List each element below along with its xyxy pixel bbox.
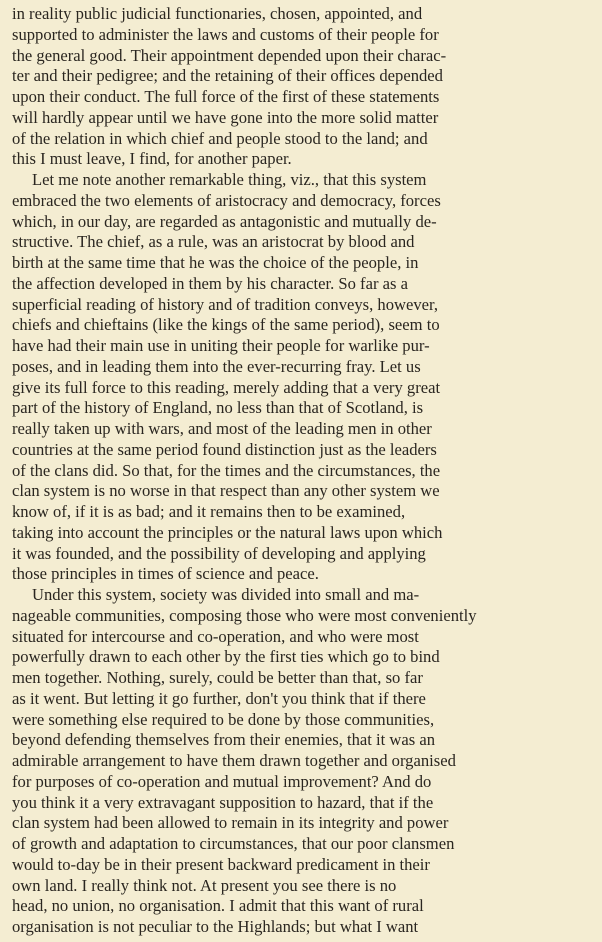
text-line: the affection developed in them by his character. So far as a <box>12 273 408 293</box>
text-line: give its full force to this reading, merely adding that a very great <box>12 377 441 397</box>
text-line: Under this system, society was divided into small and ma- <box>32 585 420 604</box>
text-line: chiefs and chieftains (like the kings of the same period), seem to <box>12 315 440 335</box>
text-line: would to-day be in their present backward predicament in their <box>12 854 430 874</box>
text-line: situated for intercourse and co-operation, and who were most <box>12 626 419 646</box>
text-line: men together. Nothing, surely, could be better than that, so far <box>12 668 423 687</box>
text-line: which, in our day, are regarded as antagonistic and mutually de- <box>12 211 437 231</box>
text-line: part of the history of England, no less than that of Scotland, is <box>12 398 424 418</box>
text-line: clan system is no worse in that respect than any other system we <box>12 481 440 501</box>
text-line: have had their main use in uniting their people for warlike pur- <box>12 336 430 355</box>
text-line: those principles in times of science and peace. <box>12 564 319 584</box>
text-line: countries at the same period found distinction just as the leaders <box>12 439 437 459</box>
text-line: organisation is not peculiar to the Highlands; but what I want <box>12 917 419 936</box>
text-line: know of, if it is as bad; and it remains then to be examined, <box>12 502 406 521</box>
text-line: poses, and in leading them into the ever-recurring fray. Let us <box>12 356 421 376</box>
text-line: own land. I really think not. At present you see there is no <box>12 875 397 895</box>
text-line: for purposes of co-operation and mutual improvement? And do <box>12 771 432 791</box>
text-line: of the relation in which chief and people stood to the land; and <box>12 128 428 148</box>
text-line: head, no union, no organisation. I admit that this want of rural <box>12 896 424 916</box>
text-line: of growth and adaptation to circumstances, that our poor clansmen <box>12 834 455 853</box>
text-line: beyond defending themselves from their enemies, that it was an <box>12 730 436 750</box>
text-line: you think it a very extravagant supposition to hazard, that if the <box>12 792 434 812</box>
text-line: of the clans did. So that, for the times and the circumstances, the <box>12 460 441 480</box>
text-line: birth at the same time that he was the choice of the people, in <box>12 253 419 272</box>
document-page <box>12 4 590 938</box>
text-line: clan system had been allowed to remain in its integrity and power <box>12 813 449 833</box>
text-line: will hardly appear until we have gone into the more solid matter <box>12 107 439 127</box>
text-line: ter and their pedigree; and the retaining of their offices depended <box>12 66 443 86</box>
text-line: admirable arrangement to have them drawn together and organised <box>12 751 456 770</box>
text-line: embraced the two elements of aristocracy and democracy, forces <box>12 190 441 210</box>
text-line: taking into account the principles or the natural laws upon which <box>12 522 443 542</box>
text-line: supported to administer the laws and customs of their people for <box>12 24 439 44</box>
text-line: in reality public judicial functionaries, chosen, appointed, and <box>12 4 423 23</box>
text-line: upon their conduct. The full force of the first of these statements <box>12 87 440 106</box>
text-line: as it went. But letting it go further, don't you think that if there <box>12 688 426 708</box>
text-line: the general good. Their appointment depended upon their charac- <box>12 45 447 65</box>
text-line: Let me note another remarkable thing, viz., that this system <box>32 170 427 189</box>
text-line: superficial reading of history and of tradition conveys, however, <box>12 294 439 314</box>
text-line: really taken up with wars, and most of the leading men in other <box>12 419 432 438</box>
text-line: powerfully drawn to each other by the first ties which go to bind <box>12 647 440 667</box>
text-line: it was founded, and the possibility of developing and applying <box>12 543 426 563</box>
text-line: structive. The chief, as a rule, was an aristocrat by blood and <box>12 232 415 252</box>
text-line: this I must leave, I find, for another paper. <box>12 149 292 169</box>
text-line: were something else required to be done by those communities, <box>12 709 435 729</box>
text-line: nageable communities, composing those who were most conveniently <box>12 605 477 625</box>
